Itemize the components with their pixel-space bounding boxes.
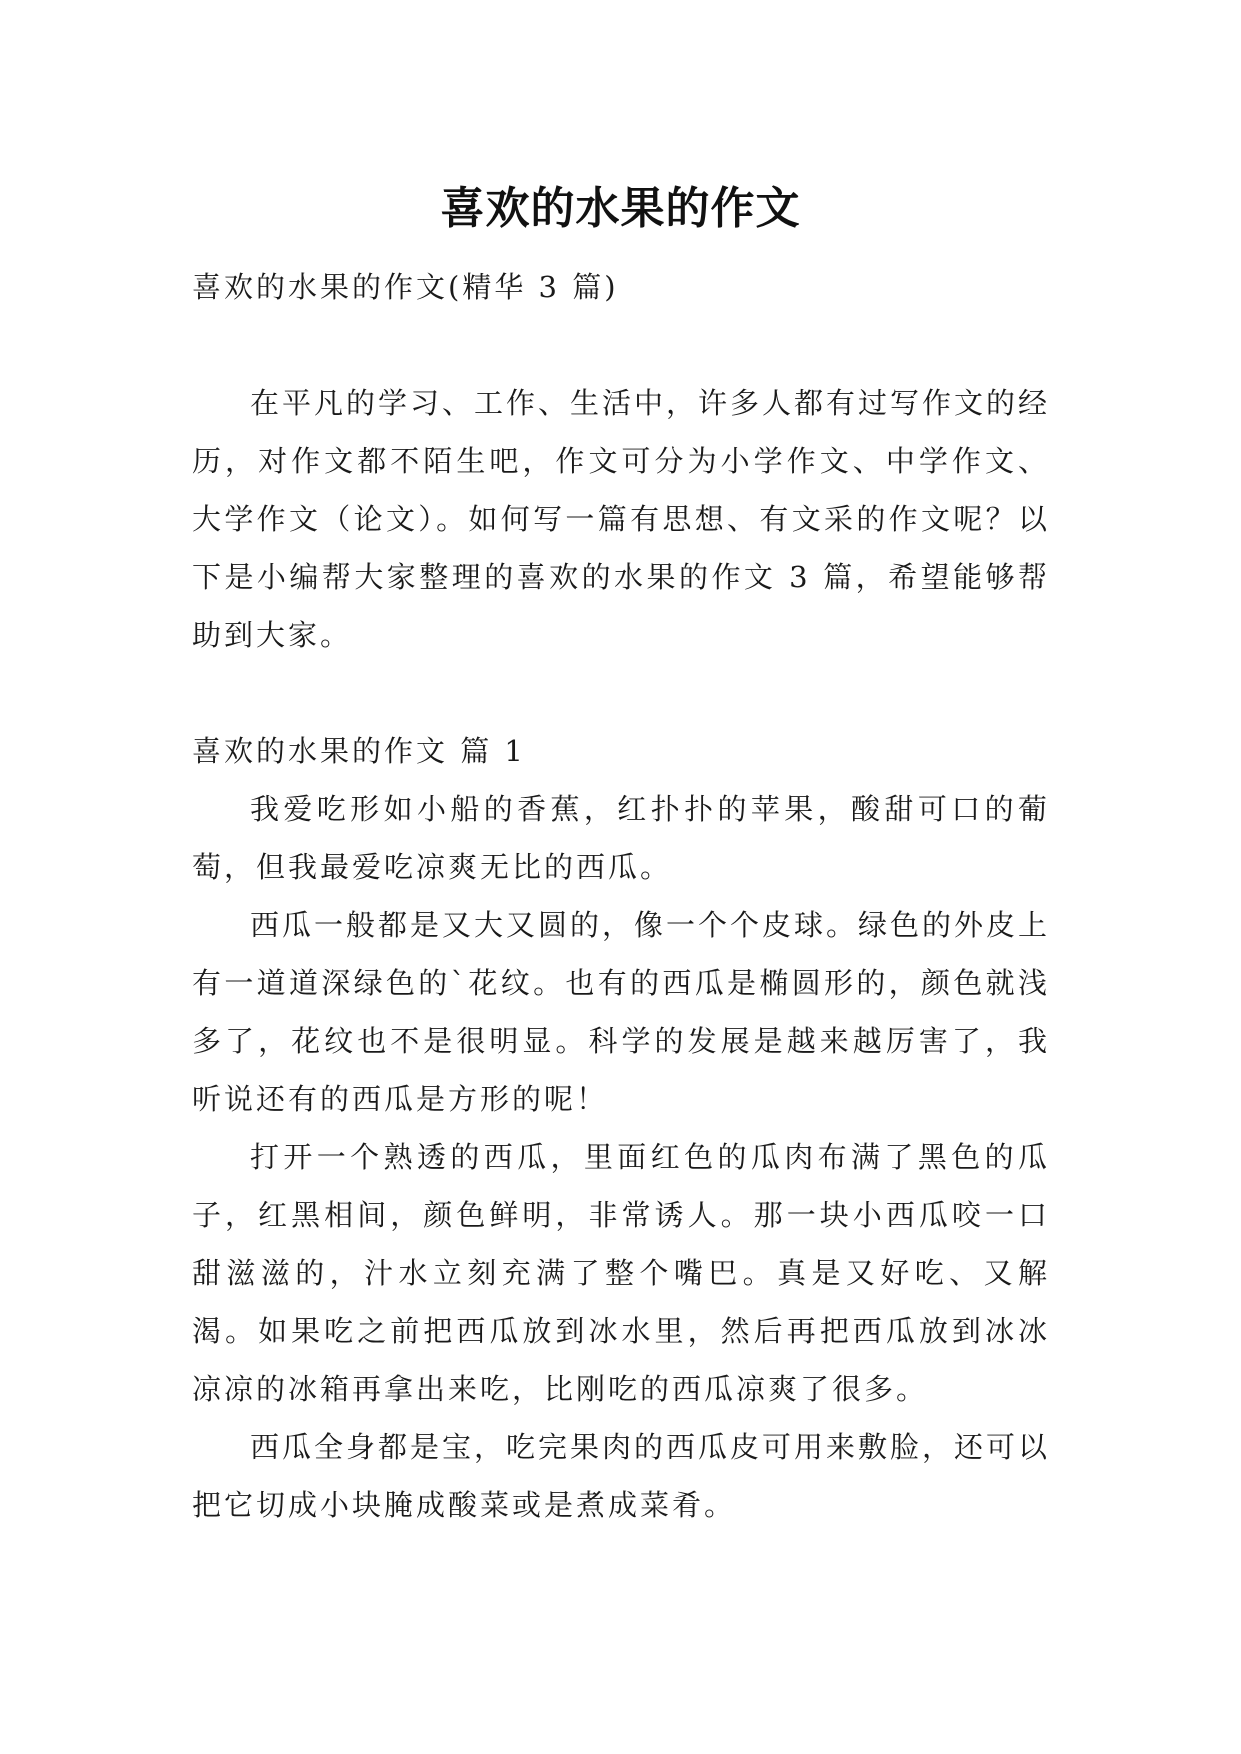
body-paragraph: 西瓜全身都是宝，吃完果肉的西瓜皮可用来敷脸，还可以把它切成小块腌成酸菜或是煮成菜肴。 (192, 1430, 1051, 1522)
document-body (192, 258, 1050, 1534)
body-paragraph: 西瓜一般都是又大又圆的，像一个个皮球。绿色的外皮上有一道道深绿色的`花纹。也有的西瓜是椭圆形的，颜色就浅多了，花纹也不是很明显。科学的发展是越来越厉害了，我听说还有的西瓜是方形的呢！ (192, 908, 1051, 1116)
document-title: 喜欢的水果的作文 (440, 183, 801, 235)
intro-paragraph: 在平凡的学习、工作、生活中，许多人都有过写作文的经历，对作文都不陌生吧，作文可分为小学作文、中学作文、大学作文（论文）。如何写一篇有思想、有文采的作文呢？以下是小编帮大家整理的喜欢的水果的作文 3 篇，希望能够帮助到大家。 (192, 386, 1051, 652)
section-heading: 喜欢的水果的作文 篇 1 (192, 734, 526, 768)
document-subtitle: 喜欢的水果的作文(精华 3 篇) (192, 270, 619, 304)
body-paragraph: 打开一个熟透的西瓜，里面红色的瓜肉布满了黑色的瓜子，红黑相间，颜色鲜明，非常诱人。那一块小西瓜咬一口甜滋滋的，汁水立刻充满了整个嘴巴。真是又好吃、又解渴。如果吃之前把西瓜放到冰水里，然后再把西瓜放到冰冰凉凉的冰箱再拿出来吃，比刚吃的西瓜凉爽了很多。 (192, 1140, 1050, 1406)
body-paragraph: 我爱吃形如小船的香蕉，红扑扑的苹果，酸甜可口的葡萄，但我最爱吃凉爽无比的西瓜。 (192, 792, 1050, 884)
